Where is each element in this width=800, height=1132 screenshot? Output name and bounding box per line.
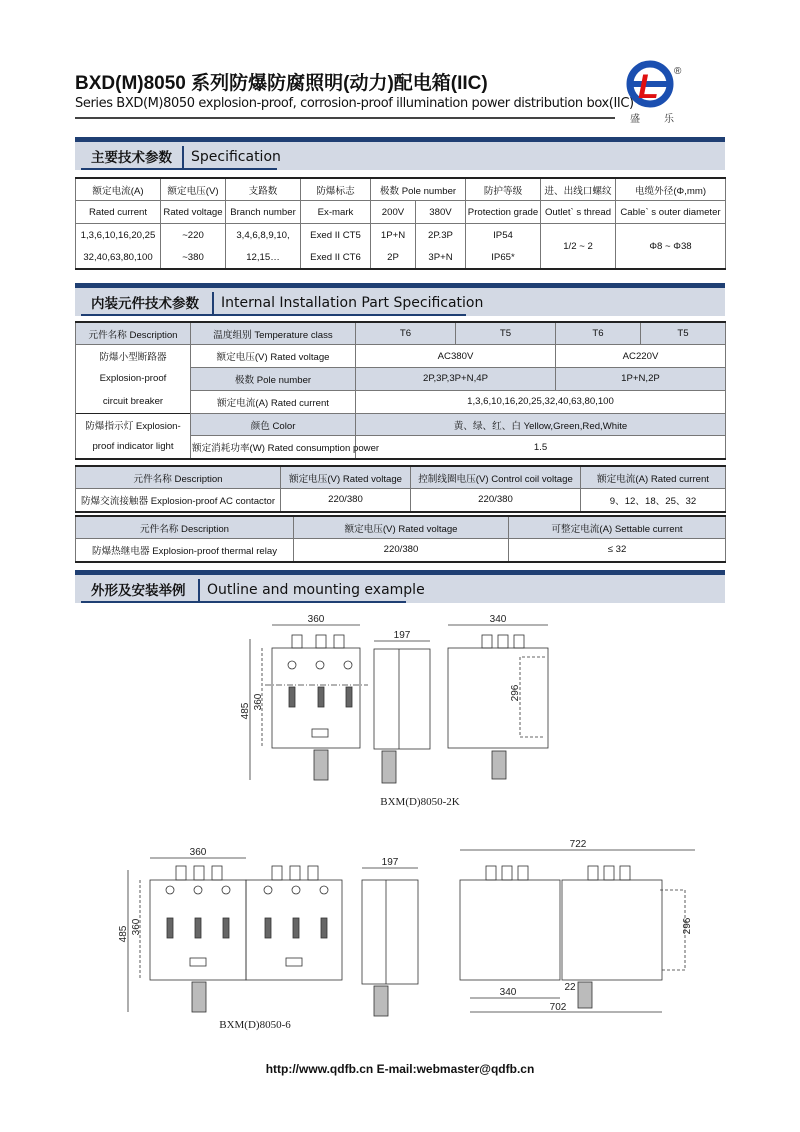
cell: Exed II CT6 (301, 246, 371, 269)
table-row (76, 539, 726, 562)
header-cell: 极数 Pole number (371, 178, 466, 201)
dim-height-total: 485 (240, 702, 251, 720)
table-row (76, 413, 726, 436)
header-cell: Protection grade (466, 201, 541, 224)
cell: 防爆小型断路器 (76, 345, 191, 368)
cell: Exed II CT5 (301, 224, 371, 247)
cell: 极数 Pole number (191, 368, 356, 391)
cell: 1P+N,2P (556, 368, 726, 391)
header-cell: 防爆标志 (301, 178, 371, 201)
dim-depth: 197 (393, 630, 411, 641)
outline-drawing-6 (0, 830, 800, 1040)
dim-back-width: 340 (489, 614, 507, 625)
dim-back-height: 296 (682, 917, 693, 935)
cell: ≤ 32 (509, 539, 726, 562)
cell: 1P+N (371, 224, 416, 247)
page-subtitle: Series BXD(M)8050 explosion-proof, corrosion-proof illumination power distribution box(IIC) (75, 96, 634, 111)
header-cell: 电缆外径(Φ,mm) (616, 178, 726, 201)
cell: 1.5 (356, 436, 726, 459)
cell: 12,15… (226, 246, 301, 269)
cell: circuit breaker (76, 390, 191, 413)
section-title-en: Internal Installation Part Specification (221, 295, 484, 311)
side-view (374, 630, 430, 783)
header-cell: Rated voltage (161, 201, 226, 224)
cell: Φ8 ~ Φ38 (616, 224, 726, 270)
cell: 黄、绿、红、白 Yellow,Green,Red,White (356, 413, 726, 436)
section-header-internal (75, 283, 725, 317)
cell: 1,3,6,10,16,20,25,32,40,63,80,100 (356, 390, 726, 413)
header-cell: 温度组别 Temperature class (191, 322, 356, 345)
header-cell: 200V (371, 201, 416, 224)
cell: 220/380 (411, 489, 581, 512)
table-row (76, 345, 726, 368)
dim-bottom-width: 702 (549, 1002, 567, 1013)
outline-drawing-2k (0, 605, 800, 815)
cell: 2P (371, 246, 416, 269)
cell: AC380V (356, 345, 556, 368)
cell: 防爆热继电器 Explosion-proof thermal relay (76, 539, 294, 562)
back-view (460, 839, 695, 1013)
dim-back-height: 296 (510, 684, 521, 702)
header-cell: 防护等级 (466, 178, 541, 201)
cell: 1/2 ~ 2 (541, 224, 616, 270)
svg-text:盛: 盛 (630, 114, 640, 125)
cell: 防爆交流接触器 Explosion-proof AC contactor (76, 489, 281, 512)
header-cell: Rated current (76, 201, 161, 224)
cell: AC220V (556, 345, 726, 368)
cell: 1,3,6,10,16,20,25 (76, 224, 161, 247)
header-cell: 380V (416, 201, 466, 224)
dim-height: 360 (131, 918, 142, 936)
svg-text:L: L (638, 68, 659, 106)
section-title-cn: 主要技术参数 (91, 150, 172, 166)
header-cell: Branch number (226, 201, 301, 224)
dim-gap: 22 (564, 982, 576, 993)
cell: ~380 (161, 246, 226, 269)
cell: 9、12、18、25、32 (581, 489, 726, 512)
footer-contact: http://www.qdfb.cn E-mail:webmaster@qdfb.cn (265, 1062, 535, 1076)
section-title-cn: 外形及安装举例 (91, 583, 186, 599)
table-row (76, 489, 726, 512)
dim-half-width: 340 (499, 987, 517, 998)
header-cell: 可整定电流(A) Settable current (509, 516, 726, 539)
cell: ~220 (161, 224, 226, 247)
internal-parts-table (75, 321, 726, 460)
header-cell: 控制线圈电压(V) Control coil voltage (411, 466, 581, 489)
header-cell: 额定电流(A) (76, 178, 161, 201)
front-view (240, 614, 368, 780)
dim-width: 360 (307, 614, 325, 625)
figure-caption: BXM(D)8050-2K (380, 796, 460, 808)
cell: 额定电流(A) Rated current (191, 390, 356, 413)
cell: 颜色 Color (191, 413, 356, 436)
cell: proof indicator light (76, 436, 191, 459)
cell: 额定电压(V) Rated voltage (191, 345, 356, 368)
cell: IP65* (466, 246, 541, 269)
svg-text:®: ® (674, 66, 682, 77)
header-cell: 支路数 (226, 178, 301, 201)
header-cell: 进、出线口螺纹 (541, 178, 616, 201)
header-cell: Outlet` s thread (541, 201, 616, 224)
cell: 2P,3P,3P+N,4P (356, 368, 556, 391)
section-title-cn: 内装元件技术参数 (91, 296, 199, 312)
cell: 220/380 (294, 539, 509, 562)
header-cell: 额定电压(V) (161, 178, 226, 201)
table-row (76, 224, 726, 247)
page-title: BXD(M)8050 系列防爆防腐照明(动力)配电箱(IIC) (75, 73, 488, 94)
header-cell: 元件名称 Description (76, 466, 281, 489)
dim-depth: 197 (381, 857, 399, 868)
header-cell: 额定电压(V) Rated voltage (281, 466, 411, 489)
section-header-outline (75, 570, 725, 604)
header-cell: 元件名称 Description (76, 516, 294, 539)
section-title-en: Outline and mounting example (207, 582, 425, 598)
header-cell: 额定电压(V) Rated voltage (294, 516, 509, 539)
dim-total-width: 722 (569, 839, 587, 850)
cell: 3P+N (416, 246, 466, 269)
header-cell: T6 (556, 322, 641, 345)
contactor-table (75, 465, 726, 513)
header-cell: T5 (456, 322, 556, 345)
section-title-en: Specification (191, 149, 281, 165)
relay-table (75, 515, 726, 563)
header-cell: 额定电流(A) Rated current (581, 466, 726, 489)
cell: 2P.3P (416, 224, 466, 247)
cell: 220/380 (281, 489, 411, 512)
header-cell: T5 (641, 322, 726, 345)
cell: IP54 (466, 224, 541, 247)
title-divider (75, 117, 615, 119)
cell: 额定消耗功率(W) Rated consumption power (191, 436, 356, 459)
header-cell: Ex-mark (301, 201, 371, 224)
header-cell: Cable` s outer diameter (616, 201, 726, 224)
table-row (76, 390, 726, 413)
back-view (448, 614, 548, 779)
dim-height-total: 485 (118, 925, 129, 943)
cell: Explosion-proof (76, 368, 191, 391)
header-cell: 元件名称 Description (76, 322, 191, 345)
figure-caption: BXM(D)8050-6 (219, 1019, 291, 1031)
dim-height: 360 (253, 693, 264, 711)
side-view (362, 857, 418, 1016)
cell: 防爆指示灯 Explosion- (76, 413, 191, 436)
svg-text:乐: 乐 (664, 114, 674, 125)
table-row (76, 368, 726, 391)
dim-width: 360 (189, 847, 207, 858)
header-cell: T6 (356, 322, 456, 345)
cell: 3,4,6,8,9,10, (226, 224, 301, 247)
front-view (118, 847, 342, 1012)
cell: 32,40,63,80,100 (76, 246, 161, 269)
table-row (76, 436, 726, 459)
company-logo (624, 60, 688, 126)
section-header-specification (75, 137, 725, 171)
specification-table (75, 177, 726, 270)
